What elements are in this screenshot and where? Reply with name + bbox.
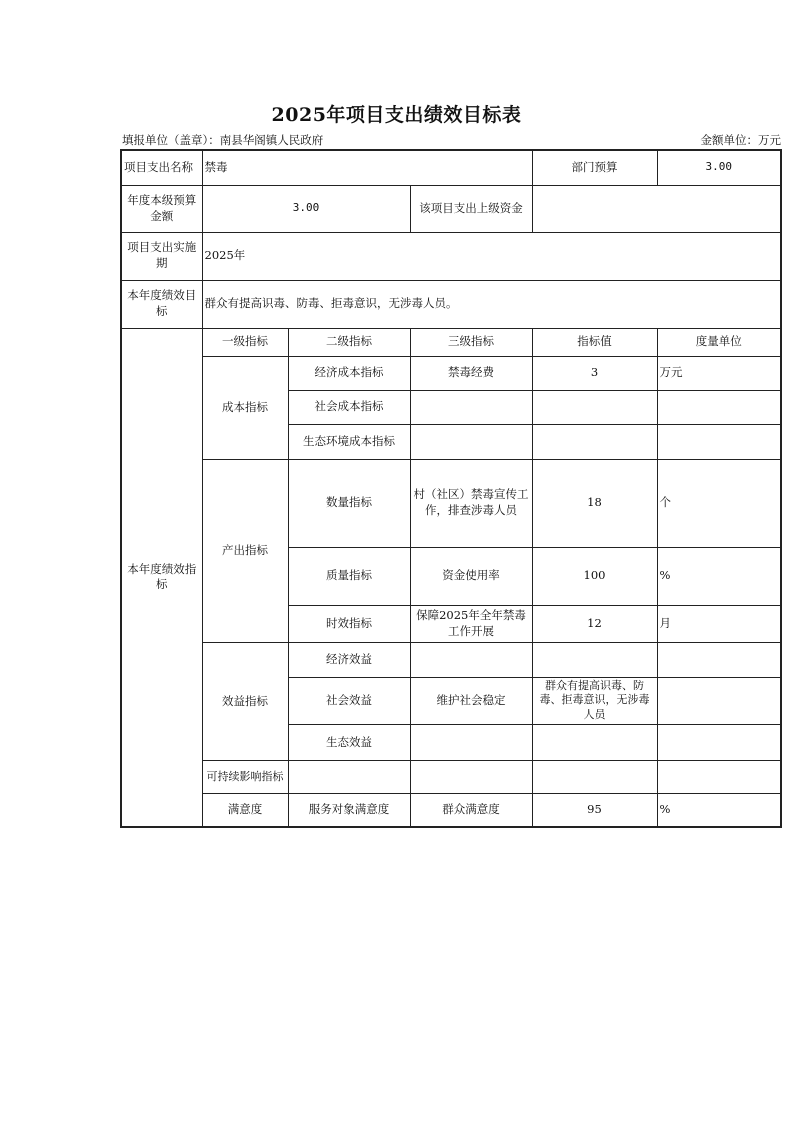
level2-cell (288, 761, 410, 794)
level2-cell: 经济成本指标 (288, 356, 410, 390)
level2-cell: 生态效益 (288, 725, 410, 761)
table-row (121, 761, 781, 794)
value-cell (532, 642, 657, 677)
project-name-label: 项目支出名称 (121, 150, 202, 185)
value-cell (532, 761, 657, 794)
level2-cell: 质量指标 (288, 547, 410, 605)
indicators-section-label: 本年度绩效指标 (121, 328, 202, 827)
unit-cell: % (657, 547, 781, 605)
value-cell: 3 (532, 356, 657, 390)
performance-table (120, 149, 782, 828)
level2-cell: 时效指标 (288, 605, 410, 642)
unit-cell (657, 677, 781, 725)
annual-goal: 群众有提高识毒、防毒、拒毒意识，无涉毒人员。 (202, 280, 781, 328)
period-label: 项目支出实施期 (121, 232, 202, 280)
group-sustain: 可持续影响指标 (202, 761, 288, 794)
unit-cell: 个 (657, 459, 781, 547)
level3-cell: 资金使用率 (410, 547, 532, 605)
superior-funds-label: 该项目支出上级资金 (410, 185, 532, 232)
annual-budget: 3.00 (202, 185, 410, 232)
level2-cell: 经济效益 (288, 642, 410, 677)
superior-funds (532, 185, 781, 232)
reporting-unit: 填报单位（盖章）：南县华阁镇人民政府 (122, 133, 324, 147)
level3-cell (410, 761, 532, 794)
unit-cell: % (657, 794, 781, 827)
level2-cell: 社会成本指标 (288, 390, 410, 424)
value-cell (532, 390, 657, 424)
unit-cell (657, 642, 781, 677)
group-cost: 成本指标 (202, 356, 288, 459)
unit-cell: 月 (657, 605, 781, 642)
level3-cell (410, 642, 532, 677)
period: 2025年 (202, 232, 781, 280)
unit-cell (657, 725, 781, 761)
header-level3: 三级指标 (410, 328, 532, 356)
table-row (121, 642, 781, 677)
header-unit: 度量单位 (657, 328, 781, 356)
page-title: 2025年项目支出绩效目标表 (271, 104, 522, 126)
value-cell: 95 (532, 794, 657, 827)
value-cell (532, 725, 657, 761)
value-cell: 群众有提高识毒、防毒、拒毒意识，无涉毒人员 (532, 677, 657, 725)
header-level1: 一级指标 (202, 328, 288, 356)
level2-cell: 服务对象满意度 (288, 794, 410, 827)
level3-cell: 禁毒经费 (410, 356, 532, 390)
unit-cell: 万元 (657, 356, 781, 390)
level3-cell (410, 725, 532, 761)
annual-budget-label: 年度本级预算金额 (121, 185, 202, 232)
header-level2: 二级指标 (288, 328, 410, 356)
group-benefit: 效益指标 (202, 642, 288, 761)
level3-cell (410, 390, 532, 424)
value-cell: 100 (532, 547, 657, 605)
unit-cell (657, 390, 781, 424)
level3-cell: 维护社会稳定 (410, 677, 532, 725)
level2-cell: 社会效益 (288, 677, 410, 725)
project-name: 禁毒 (202, 150, 532, 185)
level3-cell: 保障2025年全年禁毒工作开展 (410, 605, 532, 642)
level2-cell: 生态环境成本指标 (288, 424, 410, 459)
group-output: 产出指标 (202, 459, 288, 642)
unit-cell (657, 424, 781, 459)
value-cell (532, 424, 657, 459)
header-value: 指标值 (532, 328, 657, 356)
dept-budget: 3.00 (657, 150, 781, 185)
amount-unit: 金额单位：万元 (700, 133, 781, 147)
value-cell: 18 (532, 459, 657, 547)
value-cell: 12 (532, 605, 657, 642)
unit-cell (657, 761, 781, 794)
table-row (121, 459, 781, 547)
level3-cell: 群众满意度 (410, 794, 532, 827)
table-row (121, 794, 781, 827)
dept-budget-label: 部门预算 (532, 150, 657, 185)
table-row (121, 356, 781, 390)
level3-cell (410, 424, 532, 459)
level2-cell: 数量指标 (288, 459, 410, 547)
group-satisfaction: 满意度 (202, 794, 288, 827)
goal-label: 本年度绩效目标 (121, 280, 202, 328)
level3-cell: 村（社区）禁毒宣传工作，排查涉毒人员 (410, 459, 532, 547)
